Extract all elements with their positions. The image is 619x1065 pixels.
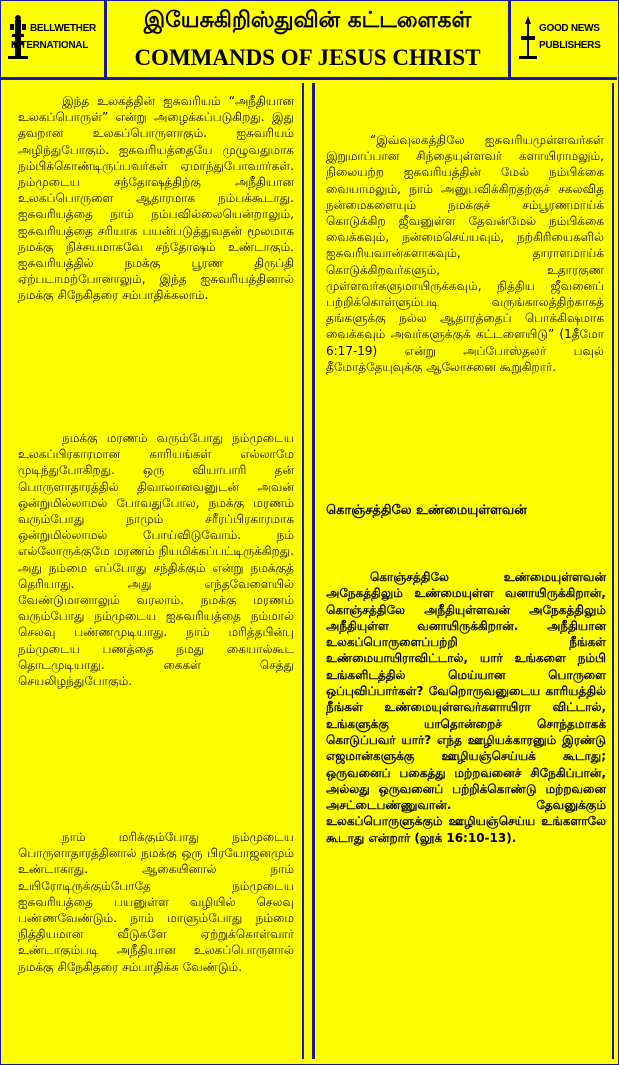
good-news-logo-text-2: PUBLISHERS (539, 40, 601, 51)
good-news-logo (517, 14, 612, 60)
bellwether-logo-box (0, 0, 107, 77)
right-paragraph-quote: “இவ்வுலகத்திலே ஐசுவரியமுள்ளவர்கள் இறுமாப்பான சிந்தையுள்ளவர் களாயிராமலும், நிலையற்ற ஐசுவரியத்தின் மேல் நம்பிக்கை வையாமலும், நாம் அனுபவிக்கிறதற்குச் சகலவித நன்மைகளையும் நமக்குச் சம்பூரணமாய்க் கொடுக்கிற ஜீவனுள்ள தேவன்மேல் நம்பிக்கை வைக்கவும், நன்மைசெய்யவும், நற்கிரியைகளில் ஐசுவரியவான்களாகவும், தாராளமாய்க் கொடுக்கிறவர்களும், உதாரகுண முள்ளவர்களுமாயிருக்கவும், நித்திய ஜீவனைப் பற்றிக்கொள்ளும்படி வருங்காலத்திற்காகத் தங்களுக்கு நல்ல ஆதாரத்தைப் பொக்கிஷமாக வைக்கவும் அவர்களுக்குக் கட்டளையிடு” (1தீமோ 6:17-19) என்று அப்போஸ்தலர் பவுல் தீமோத்தேயுவுக்கு ஆலோசனை கூறுகிறார். (326, 133, 604, 374)
right-paragraph-scripture: கொஞ்சத்திலே உண்மையுள்ளவன் அநேகத்திலும் உண்மையுள்ள வனாயிருக்கிறான், கொஞ்சத்திலே அநீதியுள்ளவன் அநேகத்திலும் அநீதியுள்ள வனாயிருக்கிறான். அநீதியான உலகப்பொருளைப்பற்றி நீங்கள் உண்மையாயிராவிட்டால், யார் உங்களை நம்பி உங்களிடத்தில் மெய்யான பொருளை ஒப்புவிப்பார்கள்? வேறொருவனுடைய காரியத்தில் நீங்கள் உண்மையுள்ளவர்களாயிரா விட்டால், உங்களுக்கு யாதொன்றைச் சொந்தமாகக் கொடுப்பவர் யார்? எந்த ஊழியக்காரனும் இரண்டு எஜமான்களுக்கு ஊழியஞ்செய்யக் கூடாது; ஒருவனைப் பகைத்து மற்றவனைச் சிநேகிப்பான், அல்லது ஒருவனைப் பற்றிக்கொண்டு மற்றவனை அசட்டைபண்ணுவான். தேவனுக்கும் உலகப்பொருளுக்கும் ஊழியஞ்செய்ய உங்களாலே கூடாது என்றார் (லூக் 16:10-13). (326, 570, 606, 845)
good-news-logo-box (511, 0, 617, 77)
header (0, 0, 617, 80)
title-box (107, 0, 511, 77)
section-heading: கொஞ்சத்திலே உண்மையுள்ளவன் (326, 503, 527, 518)
left-column (6, 83, 304, 1059)
title-tamil: இயேசுகிறிஸ்துவின் கட்டளைகள் (143, 8, 472, 33)
left-paragraph-1: இந்த உலகத்தின் ஐசுவரியம் “அநீதியான உலகப்பொருள்” என்று அழைக்கப்படுகிறது. இது தவறான உலகப்பொருளாகும். ஐசுவரியம் அழிந்துபோகும். ஐசுவரியத்தையே முழுவதுமாக நம்பிக்கொண்டிருப்பவர்கள் ஏமாந்துபோவார்கள். நம்முடைய சந்தோஷத்திற்கு அநீதியான உலகப்பொருளை ஆதாரமாக நம்பக்கூடாது. ஐசுவரியத்தை நாம் நம்பவில்லையென்றாலும், ஐசுவரியத்தை சரியாக பயன்படுத்துவதன் மூலமாக நமக்கு நிச்சயமாகவே சந்தோஷம் உண்டாகும். ஐசுவரியத்தில் நமக்கு பூரண திருப்தி ஏற்படாமற்போனாலும், இந்த ஐசுவரியத்தினால் நமக்கு சிநேகிதரை சம்பாதிக்கலாம். (18, 94, 294, 303)
bellwether-logo (6, 14, 101, 60)
bellwether-logo-text-2: INTERNATIONAL (11, 40, 89, 51)
left-paragraph-2: நமக்கு மரணம் வரும்போது நம்முடைய உலகப்பிரகாரமான காரியங்கள் எல்லாமே முடிந்துபோகிறது. ஒரு வியாபாரி தன் பொருளாதாரத்தில் திவாலானவனுடன் அவன் ஒன்றுமில்லாமல் போவதுபோல, நமக்கு மரணம் வரும்போது நாமும் சரீரப்பிரகாரமாக ஒன்றுமில்லாமல் போய்விடுவோம். நம் எல்லோருக்குமே மரணம் நியமிக்கப்பட்டிருக்கிறது. அது நம்மை எப்போது சந்திக்கும் என்று நமக்குத் தெரியாது. அது எந்தவேளையில் வேண்டுமானாலும் வரலாம். நமக்கு மரணம் வரும்போது நம்முடைய ஐசுவரியத்தை நம்மால் செலவு பண்ணமுடியாது. நாம் மரித்தபின்பு நம்முடைய பணத்தை நமது கையால்கூட தொடமுடியாது. கைகள் செத்து செயலிழந்துபோகும். (18, 431, 294, 689)
good-news-logo-text-1: GOOD NEWS (539, 23, 600, 34)
good-news-logo-icon (517, 14, 539, 60)
title-english: COMMANDS OF JESUS CHRIST (134, 45, 481, 70)
right-column (312, 83, 614, 1059)
bellwether-sheep-logo-icon (6, 14, 30, 60)
bellwether-logo-text-1: BELLWETHER (30, 23, 96, 34)
left-paragraph-3: நாம் மரிக்கும்போது நம்முடைய பொருளாதாரத்தினால் நமக்கு ஒரு பிரயோஜனமும் உண்டாகாது. ஆகையினால் நாம் உயிரோடிருக்கும்போதே நம்முடைய ஐசுவரியத்தை பயனுள்ள வழியில் செலவு பண்ணவேண்டும். நாம் மாளும்போது நம்மை நித்தியமான வீடுகளே ஏற்றுக்கொள்வார் உண்டாகும்படி அநீதியான உலகப்பொருளால் நமக்கு சிநேகிதரை சம்பாதிக்க வேண்டும். (18, 830, 294, 974)
